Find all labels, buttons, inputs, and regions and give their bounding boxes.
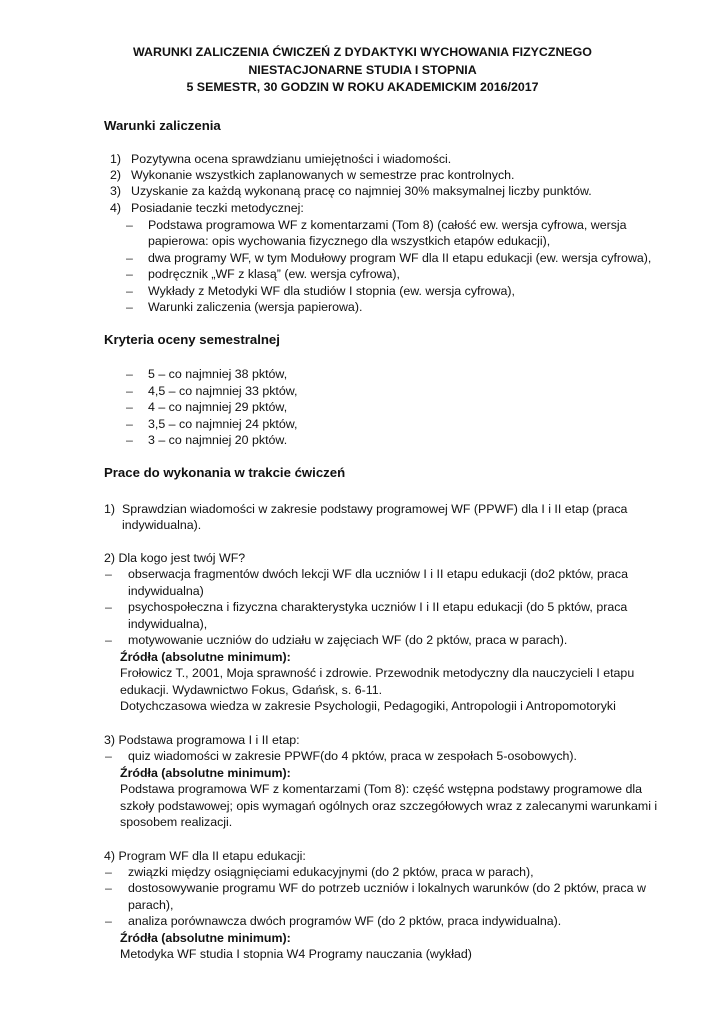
task-item-text: parach), <box>128 898 174 912</box>
task-item-text: quiz wiadomości w zakresie PPWF(do 4 pktów, praca w zespołach 5-osobowych). <box>128 749 578 763</box>
list-number: 1) <box>110 152 122 166</box>
dash-bullet: – <box>105 865 112 879</box>
task-2-heading: 2) Dla kogo jest twój WF? <box>104 551 246 565</box>
dash-bullet: – <box>105 633 112 647</box>
task-number: 1) <box>104 502 116 516</box>
sub-list-text: Wykłady z Metodyki WF dla studiów I stopnia (ew. wersja cyfrowa), <box>148 284 515 298</box>
dash-bullet: – <box>105 567 112 581</box>
dash-bullet: – <box>126 251 133 265</box>
criteria-text: 3 – co najmniej 20 pktów. <box>148 433 288 447</box>
task-4-heading: 4) Program WF dla II etapu edukacji: <box>104 849 306 863</box>
dash-bullet: – <box>105 600 112 614</box>
source-line: Dotychczasowa wiedza w zakresie Psychologii, Pedagogiki, Antropologii i Antropomotoryki <box>120 699 616 713</box>
list-text: Pozytywna ocena sprawdzianu umiejętności i wiadomości. <box>131 152 452 166</box>
task-item-text: obserwacja fragmentów dwóch lekcji WF dla uczniów I i II etapu edukacji (do2 pktów, praca <box>128 567 628 581</box>
criteria-text: 4,5 – co najmniej 33 pktów, <box>148 384 298 398</box>
sub-list-text: podręcznik „WF z klasą” (ew. wersja cyfrowa), <box>148 267 400 281</box>
list-text: Posiadanie teczki metodycznej: <box>131 201 304 215</box>
dash-bullet: – <box>105 749 112 763</box>
source-line: szkoły podstawowej; opis wymagań ogólnych oraz szczegółowych wraz z zalecanymi warunkami i <box>120 799 658 813</box>
criteria-text: 5 – co najmniej 38 pktów, <box>148 367 288 381</box>
header-line-2: NIESTACJONARNE STUDIA I STOPNIA <box>248 62 477 77</box>
sub-list-text: dwa programy WF, w tym Modułowy program WF dla II etapu edukacji (ew. wersja cyfrowa), <box>148 251 652 265</box>
sub-list-text: Podstawa programowa WF z komentarzami (Tom 8) (całość ew. wersja cyfrowa, wersja <box>148 218 627 232</box>
dash-bullet: – <box>105 881 112 895</box>
sources-label: Źródła (absolutne minimum): <box>120 931 291 945</box>
list-number: 2) <box>110 168 122 182</box>
task-text: indywidualna). <box>122 518 202 532</box>
source-line: sposobem realizacji. <box>120 815 233 829</box>
dash-bullet: – <box>126 300 133 314</box>
task-text: Sprawdzian wiadomości w zakresie podstawy programowej WF (PPWF) dla I i II etap (praca <box>122 502 628 516</box>
source-line: Metodyka WF studia I stopnia W4 Programy nauczania (wykład) <box>120 947 472 961</box>
task-item-text: analiza porównawcza dwóch programów WF (do 2 pktów, praca indywidualna). <box>128 914 562 928</box>
dash-bullet: – <box>126 218 133 232</box>
sub-list-text: Warunki zaliczenia (wersja papierowa). <box>148 300 363 314</box>
dash-bullet: – <box>126 284 133 298</box>
task-3-heading: 3) Podstawa programowa I i II etap: <box>104 733 300 747</box>
task-item-text: związki między osiągnięciami edukacyjnymi (do 2 pktów, praca w parach), <box>128 865 534 879</box>
criteria-text: 3,5 – co najmniej 24 pktów, <box>148 417 298 431</box>
task-item-text: psychospołeczna i fizyczna charakterystyka uczniów I i II etapu edukacji (do 5 pktów, praca <box>128 600 628 614</box>
source-line: Frołowicz T., 2001, Moja sprawność i zdrowie. Przewodnik metodyczny dla nauczycieli I etapu <box>120 666 635 680</box>
sources-label: Źródła (absolutne minimum): <box>120 766 291 780</box>
list-number: 3) <box>110 184 122 198</box>
dash-bullet: – <box>105 914 112 928</box>
dash-bullet: – <box>126 400 133 414</box>
dash-bullet: – <box>126 417 133 431</box>
document-header <box>0 44 725 97</box>
list-number: 4) <box>110 201 122 215</box>
dash-bullet: – <box>126 384 133 398</box>
source-line: Podstawa programowa WF z komentarzami (Tom 8): część wstępna podstawy programowe dla <box>120 782 642 796</box>
dash-bullet: – <box>126 267 133 281</box>
sub-list-text: papierowa: opis wychowania fizycznego dla wszystkich etapów edukacji), <box>148 234 551 248</box>
task-item-text: dostosowywanie programu WF do potrzeb uczniów i lokalnych warunków (do 2 pktów, praca w <box>128 881 646 895</box>
criteria-text: 4 – co najmniej 29 pktów, <box>148 400 288 414</box>
source-line: edukacji. Wydawnictwo Fokus, Gdańsk, s. 6-11. <box>120 683 383 697</box>
section-title-prace: Prace do wykonania w trakcie ćwiczeń <box>104 465 346 480</box>
sources-label: Źródła (absolutne minimum): <box>120 650 291 664</box>
dash-bullet: – <box>126 433 133 447</box>
task-item-text: indywidualna) <box>128 584 204 598</box>
header-line-1: WARUNKI ZALICZENIA ĆWICZEŃ Z DYDAKTYKI WYCHOWANIA FIZYCZNEGO <box>133 45 592 59</box>
section-title-kryteria: Kryteria oceny semestralnej <box>104 332 280 347</box>
dash-bullet: – <box>126 367 133 381</box>
list-text: Uzyskanie za każdą wykonaną pracę co najmniej 30% maksymalnej liczby punktów. <box>131 184 592 198</box>
section-title-warunki: Warunki zaliczenia <box>104 118 221 133</box>
list-text: Wykonanie wszystkich zaplanowanych w semestrze prac kontrolnych. <box>131 168 515 182</box>
task-item-text: motywowanie uczniów do udziału w zajęciach WF (do 2 pktów, praca w parach). <box>128 633 568 647</box>
task-item-text: indywidualna), <box>128 617 208 631</box>
header-line-3: 5 SEMESTR, 30 GODZIN W ROKU AKADEMICKIM 2016/2017 <box>186 80 539 94</box>
